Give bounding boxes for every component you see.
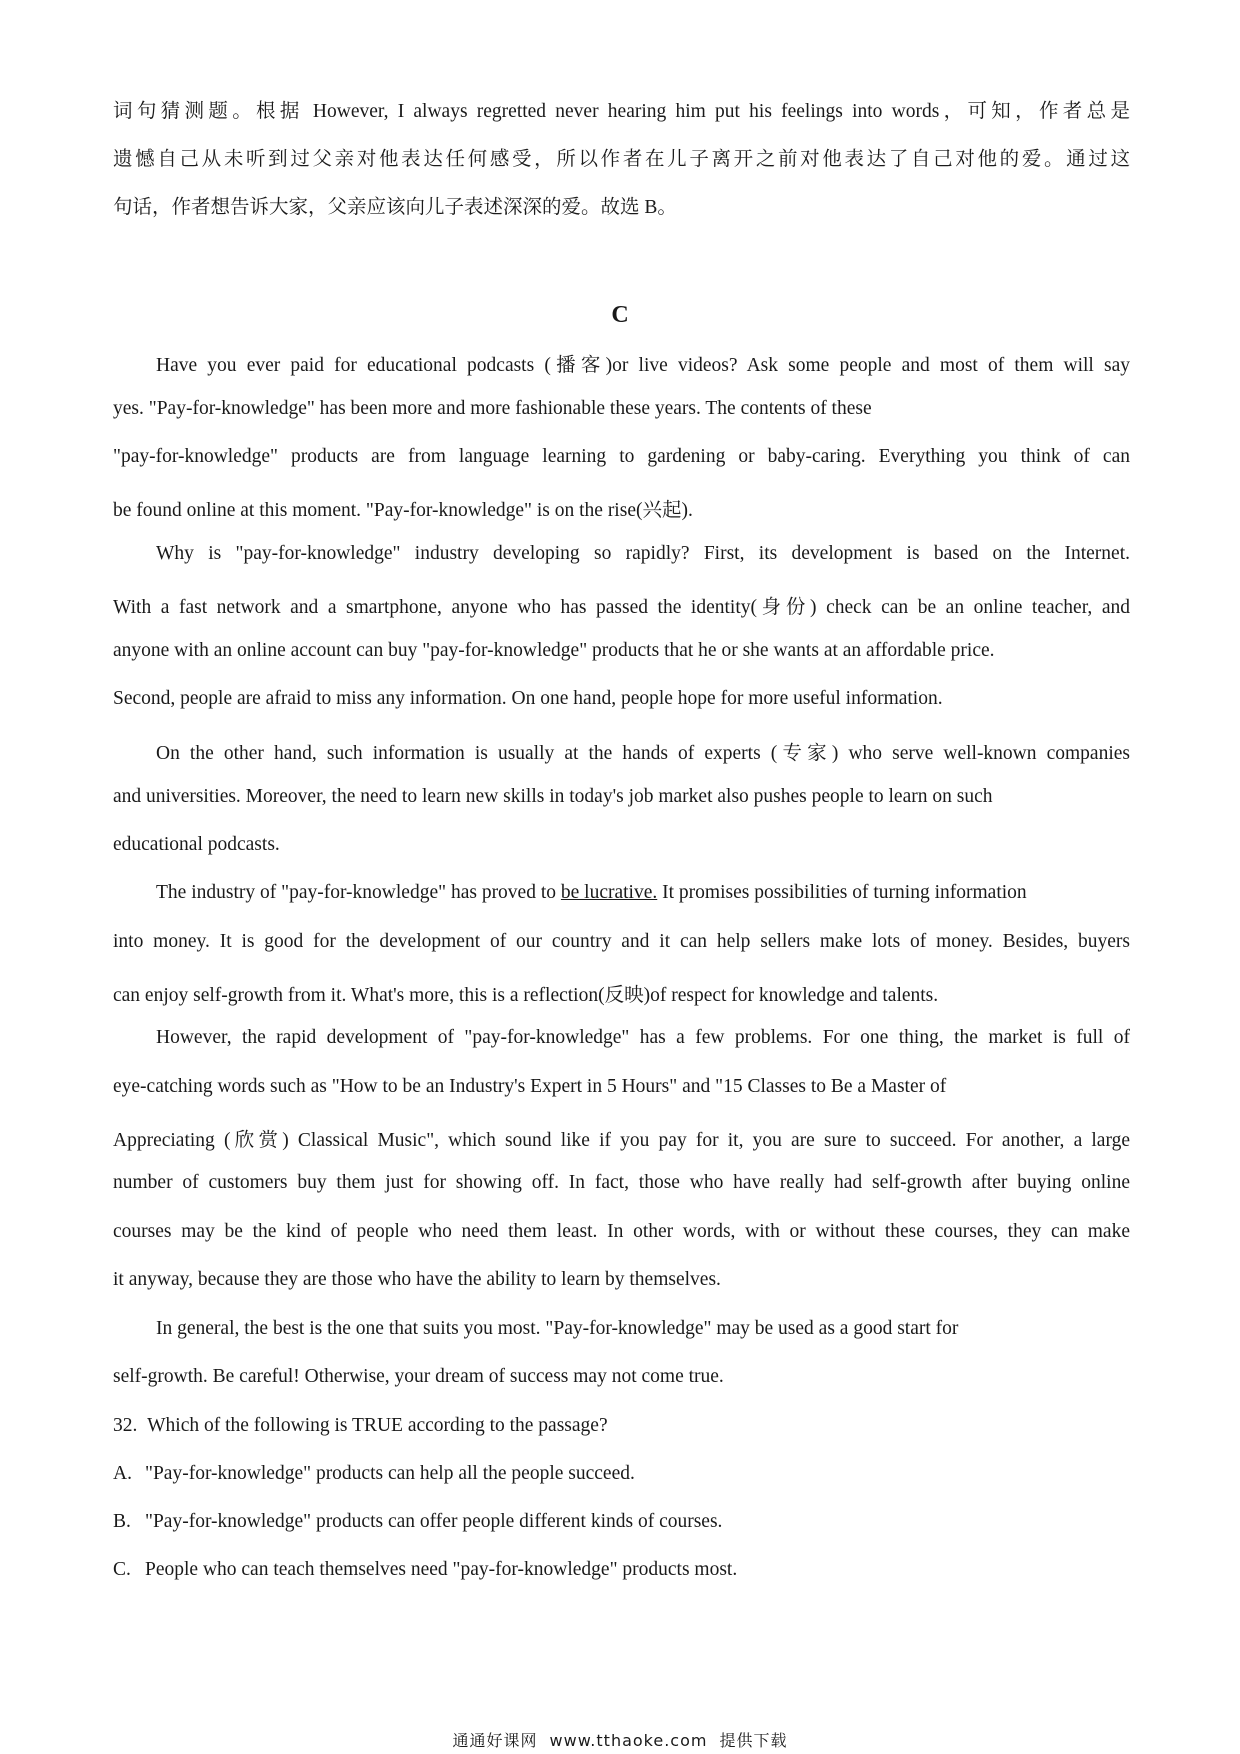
passage-p4-line-1 bbox=[156, 882, 1027, 904]
option-a bbox=[113, 1463, 635, 1485]
passage-p3-line-2: and universities. Moreover, the need to learn new skills in today's job market also pushes people to learn on such bbox=[113, 786, 993, 807]
passage-p5-line-1: However, the rapid development of "pay-for-knowledge" has a few problems. For one thing, the market is full of bbox=[156, 1027, 1130, 1048]
option-letter: A. bbox=[113, 1463, 132, 1484]
underlined-phrase: be lucrative. bbox=[560, 882, 658, 903]
option-letter: C. bbox=[113, 1559, 131, 1580]
page-footer bbox=[0, 1728, 1240, 1751]
passage-p3-line-1: On the other hand, such information is usually at the hands of experts (专家) who serve well-known companies bbox=[156, 743, 1130, 764]
passage-p6-line-1: In general, the best is the one that suits you most. "Pay-for-knowledge" may be used as a good start for bbox=[156, 1318, 959, 1339]
passage-p4-line-2: into money. It is good for the development of our country and it can help sellers make lots of money. Besides, buyers bbox=[113, 931, 1130, 952]
passage-p5-line-5: courses may be the kind of people who need them least. In other words, with or without these courses, they can make bbox=[113, 1221, 1130, 1242]
footer-url: www.tthaoke.com bbox=[549, 1731, 708, 1750]
option-text: People who can teach themselves need "pay-for-knowledge" products most. bbox=[145, 1559, 738, 1580]
passage-p2-line-4: Second, people are afraid to miss any information. On one hand, people hope for more useful information. bbox=[113, 688, 943, 709]
passage-p1-line-1: Have you ever paid for educational podcasts (播客)or live videos? Ask some people and most of them will say bbox=[156, 355, 1130, 376]
passage-p5-line-6: it anyway, because they are those who have the ability to learn by themselves. bbox=[113, 1269, 721, 1290]
intro-line-1: 词句猜测题。根据 However, I always regretted never hearing him put his feelings into words，可知，作者总是 bbox=[113, 101, 1130, 122]
option-b bbox=[113, 1511, 722, 1533]
passage-p1-line-3: "pay-for-knowledge" products are from language learning to gardening or baby-caring. Everything you think of can bbox=[113, 446, 1130, 467]
question-number: 32. bbox=[113, 1415, 138, 1436]
passage-p1-line-2: yes. "Pay-for-knowledge" has been more and more fashionable these years. The contents of these bbox=[113, 398, 872, 419]
passage-p5-line-2: eye-catching words such as "How to be an Industry's Expert in 5 Hours" and "15 Classes to Be a Master of bbox=[113, 1076, 947, 1097]
passage-p6-line-2: self-growth. Be careful! Otherwise, your dream of success may not come true. bbox=[113, 1366, 724, 1387]
section-title: C bbox=[611, 302, 629, 328]
passage-p2-line-2: With a fast network and a smartphone, anyone who has passed the identity(身份) check can be an online teacher, and bbox=[113, 597, 1130, 618]
intro-line-3: 句话，作者想告诉大家，父亲应该向儿子表述深深的爱。故选 B。 bbox=[113, 197, 677, 218]
question-32 bbox=[113, 1415, 608, 1437]
passage-p3-line-3: educational podcasts. bbox=[113, 834, 280, 855]
option-c bbox=[113, 1559, 737, 1581]
passage-p5-line-3: Appreciating (欣赏) Classical Music", which sound like if you pay for it, you are sure to succeed. For another, a large bbox=[113, 1130, 1130, 1151]
passage-p4-text-pre: The industry of "pay-for-knowledge" has proved to bbox=[156, 882, 561, 903]
footer-note: 提供下载 bbox=[719, 1731, 788, 1750]
passage-p5-line-4: number of customers buy them just for showing off. In fact, those who have really had self-growth after buying online bbox=[113, 1172, 1130, 1193]
passage-p2-line-3: anyone with an online account can buy "pay-for-knowledge" products that he or she wants at an affordable price. bbox=[113, 640, 995, 661]
option-letter: B. bbox=[113, 1511, 131, 1532]
passage-p1-line-4: be found online at this moment. "Pay-for-knowledge" is on the rise(兴起). bbox=[113, 500, 693, 521]
passage-p2-line-1: Why is "pay-for-knowledge" industry developing so rapidly? First, its development is based on the Internet. bbox=[156, 543, 1130, 564]
footer-site-name: 通通好课网 bbox=[452, 1731, 538, 1750]
passage-p4-line-3: can enjoy self-growth from it. What's more, this is a reflection(反映)of respect for knowledge and talents. bbox=[113, 985, 939, 1006]
passage-p4-text-post: It promises possibilities of turning information bbox=[657, 882, 1027, 903]
option-text: "Pay-for-knowledge" products can help all the people succeed. bbox=[145, 1463, 635, 1484]
question-text: Which of the following is TRUE according to the passage? bbox=[147, 1415, 608, 1436]
intro-line-2: 遗憾自己从未听到过父亲对他表达任何感受，所以作者在儿子离开之前对他表达了自己对他的爱。通过这 bbox=[113, 149, 1130, 170]
option-text: "Pay-for-knowledge" products can offer people different kinds of courses. bbox=[145, 1511, 723, 1532]
